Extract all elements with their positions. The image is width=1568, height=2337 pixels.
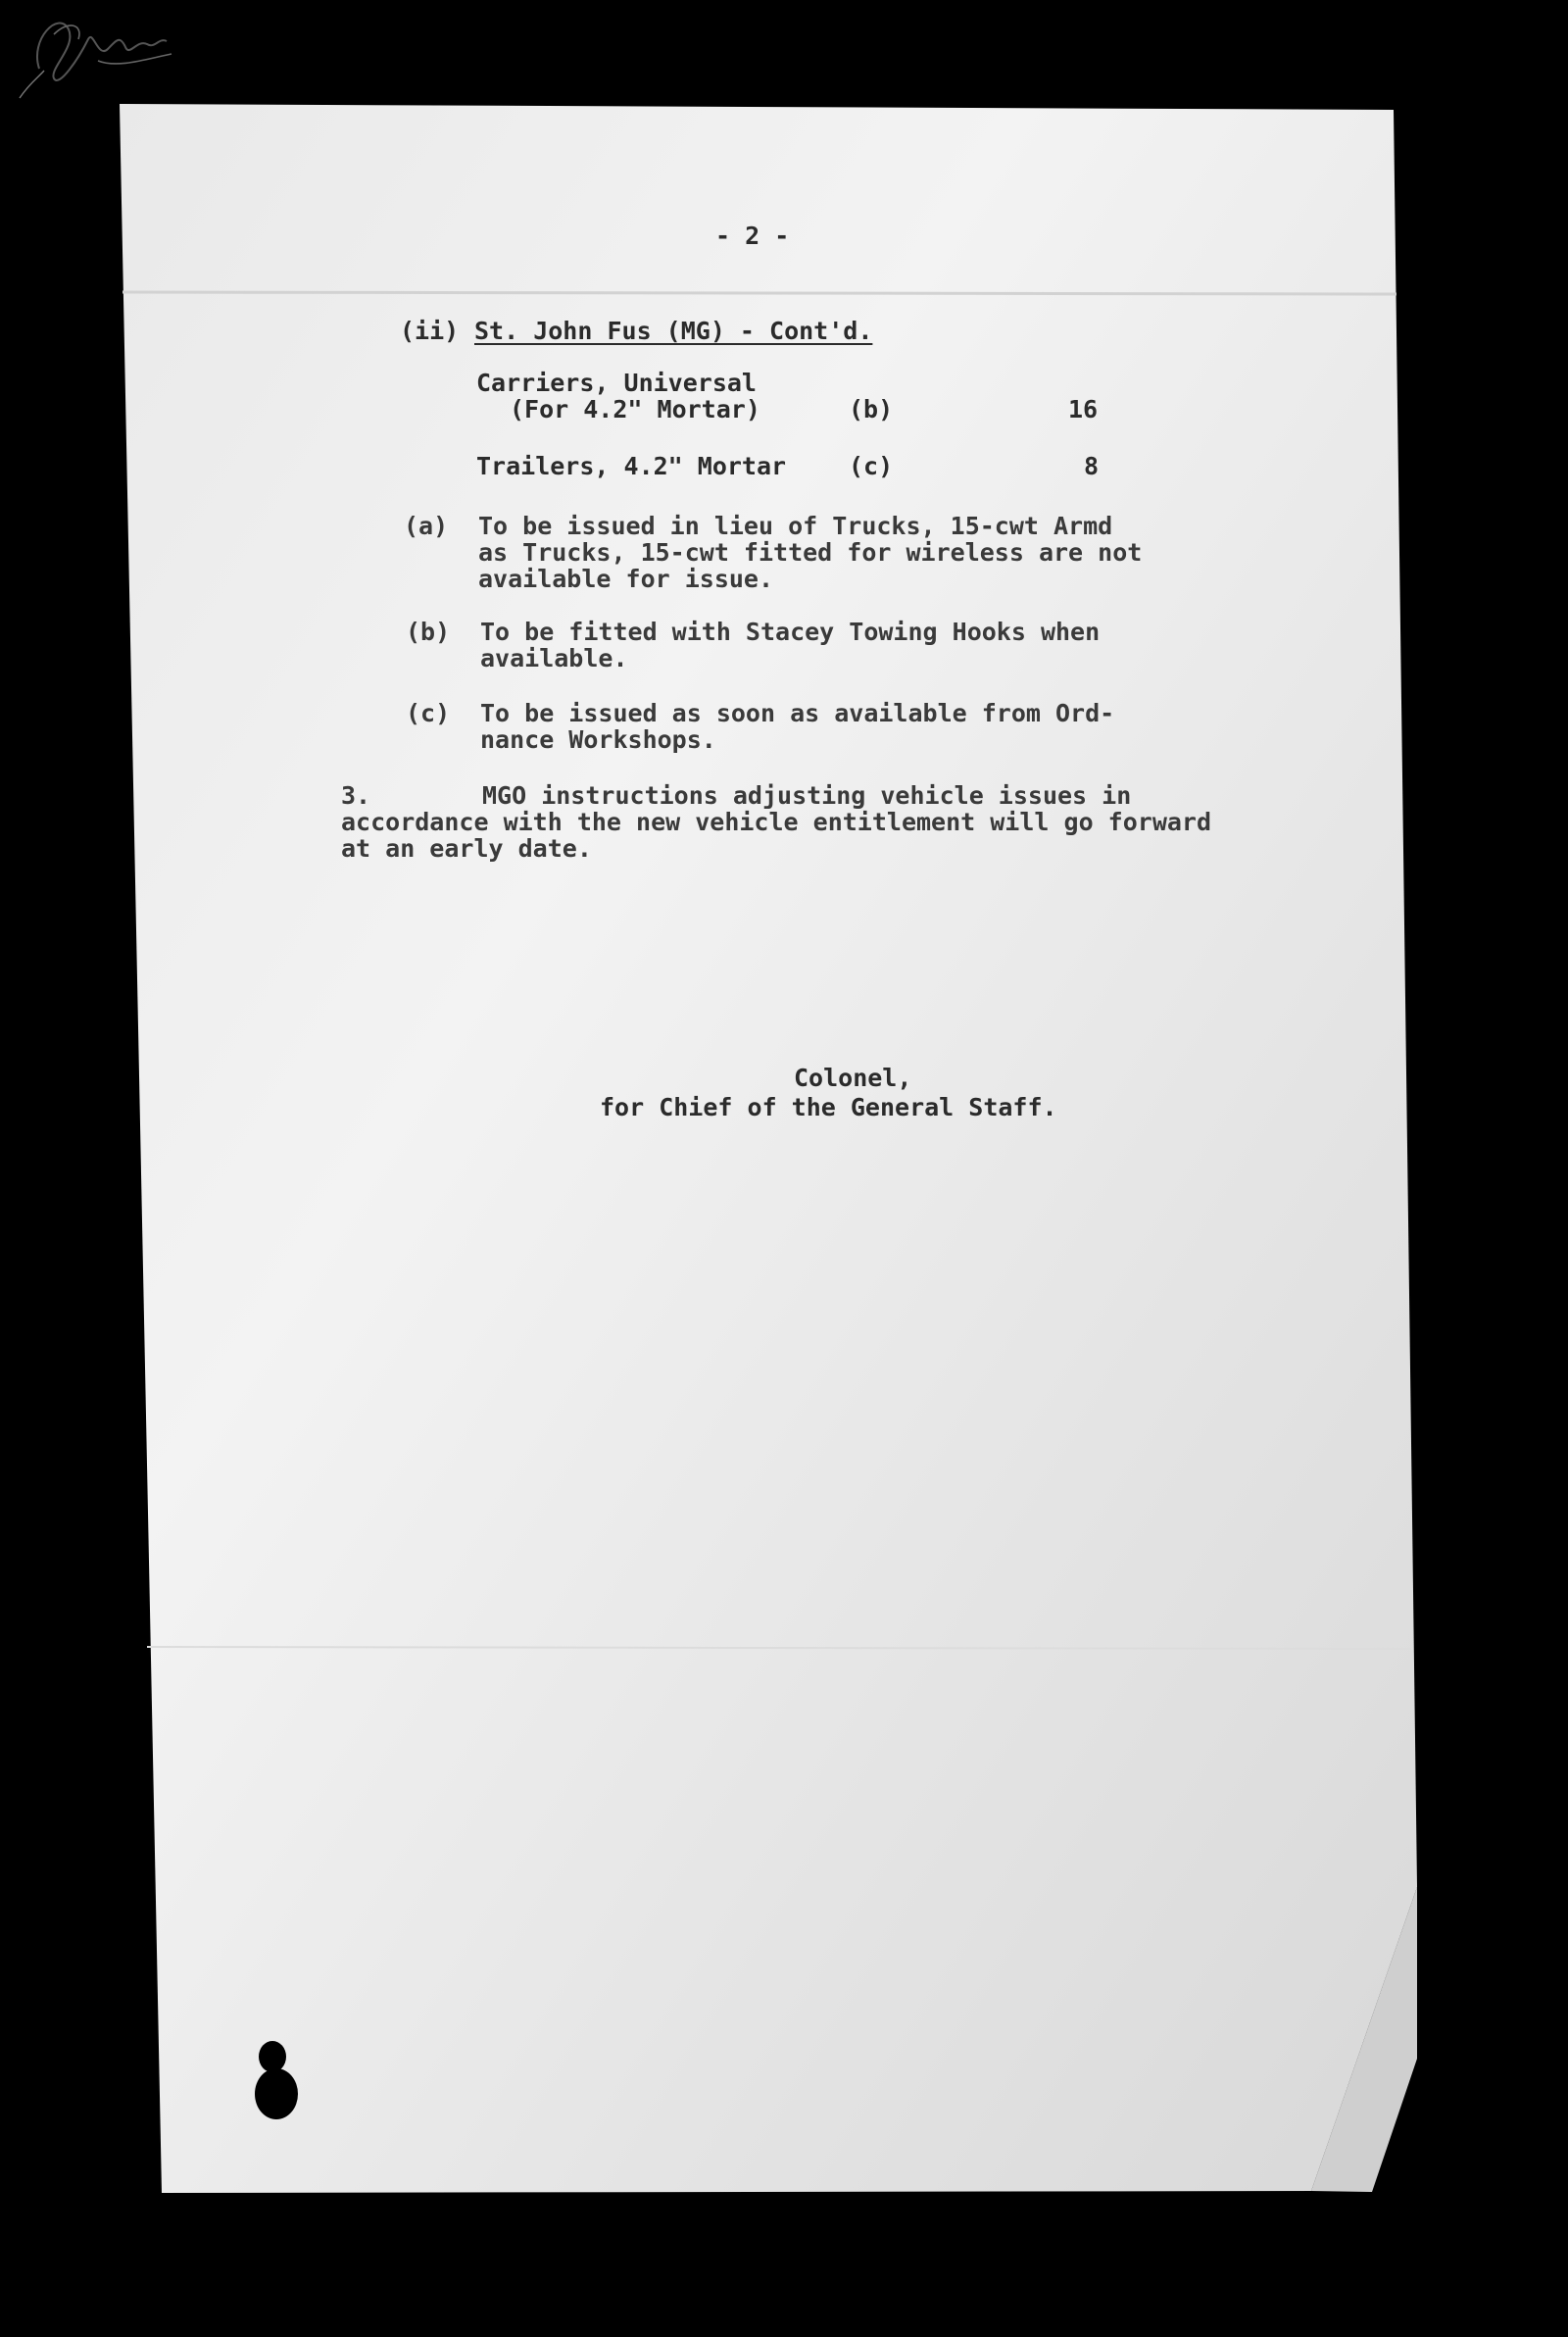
paragraph-line: accordance with the new vehicle entitlement will go forward xyxy=(341,808,1212,836)
ink-blot xyxy=(247,2039,306,2127)
item-note-ref: (c) xyxy=(849,452,894,480)
note-line: as Trucks, 15-cwt fitted for wireless are not xyxy=(478,538,1143,567)
paragraph-line: MGO instructions adjusting vehicle issues in xyxy=(482,781,1132,810)
note-label: (a) xyxy=(404,512,449,540)
item-quantity: 8 xyxy=(1084,452,1100,480)
handwritten-signature xyxy=(0,0,196,108)
signature-for-line: for Chief of the General Staff. xyxy=(600,1093,1057,1121)
item-name-line1: Trailers, 4.2" Mortar xyxy=(476,452,787,480)
signature-rank: Colonel, xyxy=(794,1064,912,1092)
note-label: (c) xyxy=(406,699,451,727)
note-line: available. xyxy=(480,644,628,672)
item-name-line2: (For 4.2" Mortar) xyxy=(510,395,760,423)
section-heading-number: (ii) xyxy=(400,317,460,345)
note-line: To be issued in lieu of Trucks, 15-cwt Armd xyxy=(478,512,1113,540)
item-note-ref: (b) xyxy=(849,395,894,423)
paragraph-number: 3. xyxy=(341,781,371,810)
note-line: To be issued as soon as available from Ord- xyxy=(480,699,1115,727)
fold-line xyxy=(122,292,1396,294)
item-quantity: 16 xyxy=(1068,395,1099,423)
note-line: To be fitted with Stacey Towing Hooks when xyxy=(480,618,1101,646)
paragraph-line: at an early date. xyxy=(341,834,592,863)
section-heading-title: St. John Fus (MG) - Cont'd. xyxy=(474,317,873,345)
paper-sheet-shape xyxy=(120,104,1417,2193)
note-label: (b) xyxy=(406,618,451,646)
note-line: available for issue. xyxy=(478,565,774,593)
page-number: - 2 - xyxy=(715,222,790,250)
note-line: nance Workshops. xyxy=(480,725,716,754)
item-name-line1: Carriers, Universal xyxy=(476,369,757,397)
